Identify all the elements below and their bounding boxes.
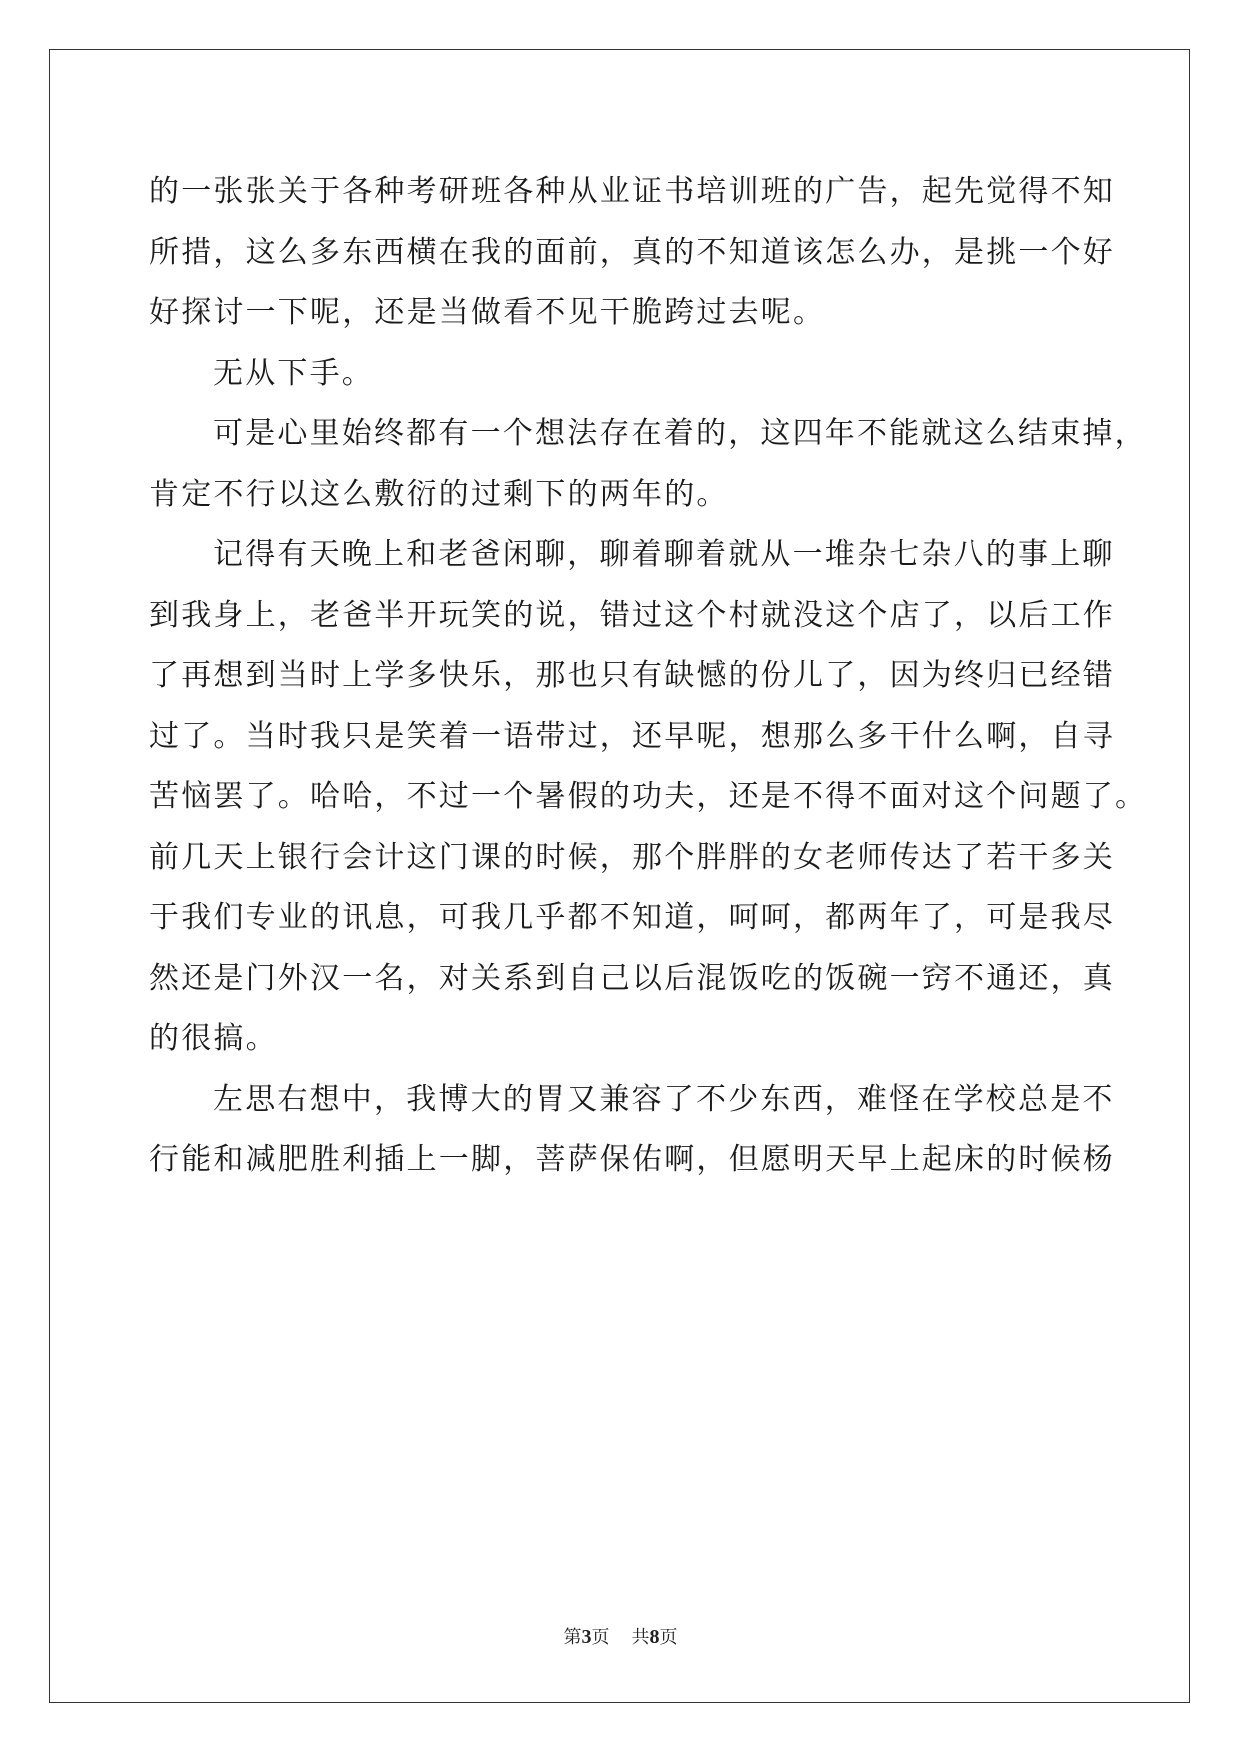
document-body	[149, 162, 1148, 1191]
text-line: 行能和减肥胜利插上一脚，菩萨保佑啊，但愿明天早上起床的时候杨	[149, 1142, 1115, 1177]
text-line: 左思右想中，我博大的胃又兼容了不少东西，难怪在学校总是不	[213, 1081, 1115, 1117]
text-line: 了再想到当时上学多快乐，那也只有缺憾的份儿了，因为终归已经错	[149, 658, 1115, 693]
text-line: 然还是门外汉一名，对关系到自己以后混饭吃的饭碗一窍不通还，真	[149, 960, 1115, 996]
text-line: 到我身上，老爸半开玩笑的说，错过这个村就没这个店了，以后工作	[149, 597, 1115, 633]
page-footer	[0, 1625, 1241, 1650]
footer-page-prefix: 第	[563, 1627, 582, 1648]
text-line: 肯定不行以这么敷衍的过剩下的两年的。	[149, 476, 729, 512]
text-line: 前几天上银行会计这门课的时候，那个胖胖的女老师传达了若干多关	[149, 839, 1115, 875]
text-line: 于我们专业的讯息，可我几乎都不知道，呵呵，都两年了，可是我尽	[149, 900, 1115, 935]
footer-page-suffix: 页	[591, 1627, 610, 1648]
text-line: 记得有天晚上和老爸闲聊，聊着聊着就从一堆杂七杂八的事上聊	[213, 537, 1115, 572]
total-page-number: 8	[649, 1626, 660, 1648]
text-line: 可是心里始终都有一个想法存在着的，这四年不能就这么结束掉，	[213, 416, 1147, 451]
footer-total-prefix: 共	[631, 1627, 650, 1648]
current-page-number: 3	[581, 1626, 592, 1648]
footer-total-suffix: 页	[659, 1627, 678, 1648]
text-line: 的很搞。	[149, 1021, 278, 1056]
text-line: 无从下手。	[213, 355, 374, 391]
text-line: 所措，这么多东西横在我的面前，真的不知道该怎么办，是挑一个好	[149, 234, 1115, 270]
text-line: 过了。当时我只是笑着一语带过，还早呢，想那么多干什么啊，自寻	[149, 718, 1115, 754]
text-line: 好探讨一下呢，还是当做看不见干脆跨过去呢。	[149, 295, 826, 330]
text-line: 苦恼罢了。哈哈，不过一个暑假的功夫，还是不得不面对这个问题了。	[149, 779, 1148, 814]
text-line: 的一张张关于各种考研班各种从业证书培训班的广告，起先觉得不知	[149, 174, 1115, 209]
